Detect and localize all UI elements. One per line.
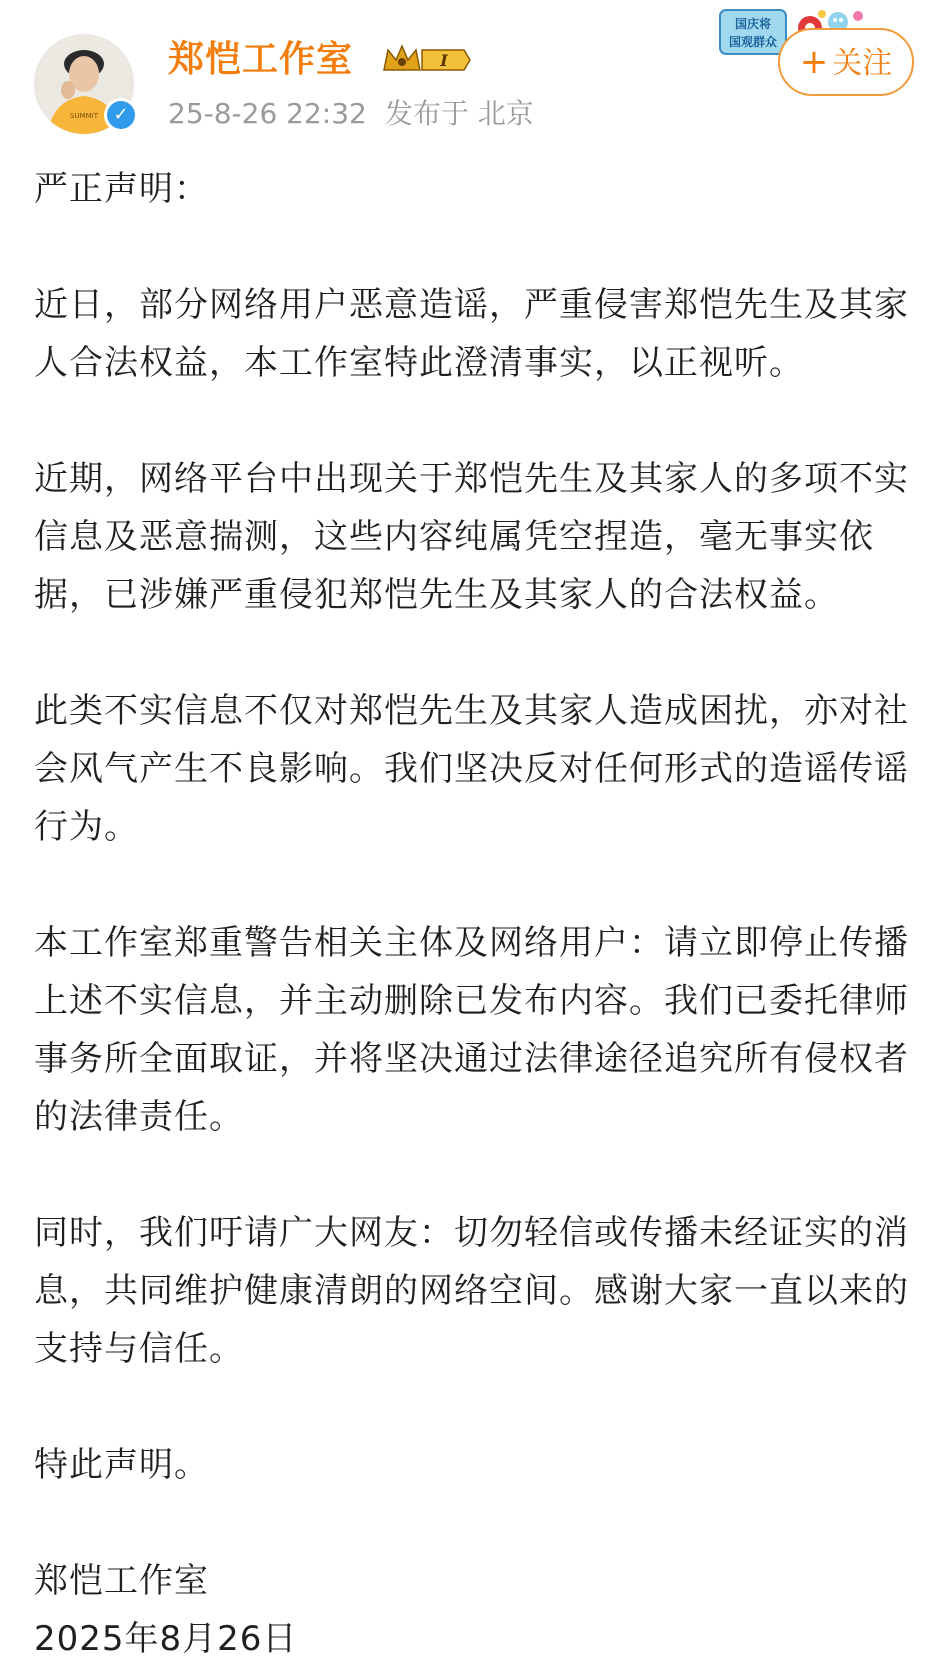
paragraph: 同时，我们吁请广大网友：切勿轻信或传播未经证实的消息，共同维护健康清朗的网络空间。感谢大家一直以来的支持与信任。 [34,1213,909,1369]
verified-icon: ✓ [104,98,138,132]
paragraph: 近日，部分网络用户恶意造谣，严重侵害郑恺先生及其家人合法权益，本工作室特此澄清事实，以正视听。 [34,285,909,383]
plus-icon: + [799,42,829,82]
paragraph: 近期，网络平台中出现关于郑恺先生及其家人的多项不实信息及恶意揣测，这些内容纯属凭空捏造，毫无事实依据，已涉嫌严重侵犯郑恺先生及其家人的合法权益。 [34,459,909,615]
post-location: 发布于 北京 [384,97,534,130]
event-badge-line1: 国庆将 [734,17,772,31]
signature: 郑恺工作室 [34,1561,209,1601]
post-header [0,0,944,150]
vip-level: I [440,51,448,70]
avatar[interactable] [34,34,134,134]
event-badge-line2: 国观群众 [728,35,778,49]
author-name[interactable]: 郑恺工作室 [168,39,354,80]
follow-button[interactable] [778,28,914,96]
statement-date: 2025年8月26日 [34,1619,298,1659]
post-time: 25-8-26 22:32 [168,97,367,130]
follow-label: 关注 [832,46,893,81]
vip-crown-icon[interactable] [380,40,474,80]
paragraph: 此类不实信息不仅对郑恺先生及其家人造成困扰，亦对社会风气产生不良影响。我们坚决反对任何形式的造谣传谣行为。 [34,691,909,847]
statement-heading: 严正声明： [34,169,209,209]
post-content [34,160,914,1668]
post-meta [168,94,552,134]
avatar-shirt-text: SUMMIT [70,112,98,120]
paragraph: 本工作室郑重警告相关主体及网络用户：请立即停止传播上述不实信息，并主动删除已发布内容。我们已委托律师事务所全面取证，并将坚决通过法律途径追究所有侵权者的法律责任。 [34,923,909,1137]
paragraph: 特此声明。 [34,1445,209,1485]
